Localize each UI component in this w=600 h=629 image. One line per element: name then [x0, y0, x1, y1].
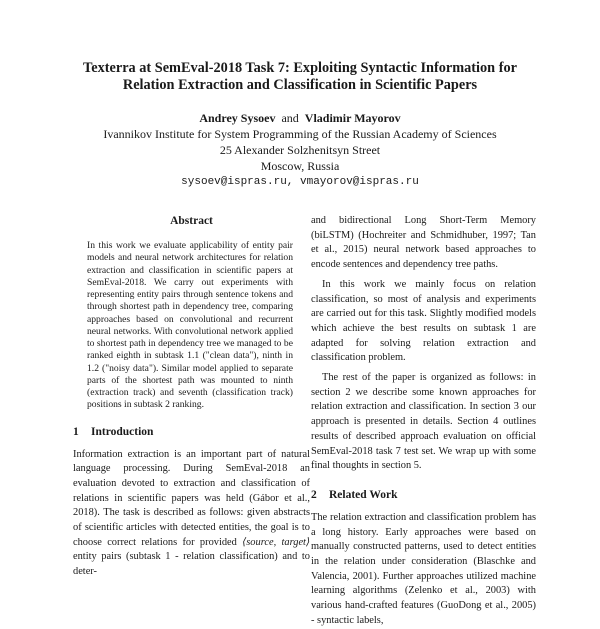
section-number: 2 — [311, 488, 317, 501]
focus-paragraph: In this work we mainly focus on relation classification, so most of analysis and experiments are carried out for this task. Slightly modified models which achieve the best results on subtask 1 are adapted for solving relation extraction and classification problem. — [311, 278, 536, 364]
intro-text-part-2: entity pairs (subtask 1 - relation classification) and to deter- — [73, 551, 310, 578]
organization-paragraph: The rest of the paper is organized as follows: in section 2 we describe some known approaches for relation extraction and classification. In section 3 our approach is presented in details. Section 4 outlines results of described approach evaluation on official SemEval-2018 task 7 test set. We wrap up with some final thoughts in section 5. — [311, 372, 536, 472]
intro-text-part-1: Information extraction is an important part of natural language processing. During SemEval-2018 an evaluation devoted to extraction and classification of relations in scientific papers was held (Gábor et al., 2018). The task is described as follows: given abstracts of scientific articles with detected entities, the goal is to choose correct relations for provided — [73, 448, 310, 548]
paper-title — [40, 60, 560, 94]
section-heading-related-work — [311, 488, 536, 502]
right-column — [311, 214, 536, 629]
affiliation: Ivannikov Institute for System Programming of the Russian Academy of Sciences — [103, 127, 497, 141]
section-heading-introduction — [73, 425, 310, 439]
section-number: 1 — [73, 425, 79, 438]
author-block — [40, 110, 560, 190]
title-line-1: Texterra at SemEval-2018 Task 7: Exploiting Syntactic Information for — [83, 60, 517, 76]
city: Moscow, Russia — [260, 159, 340, 173]
title-line-2: Relation Extraction and Classification in Scientific Papers — [122, 77, 478, 93]
left-column — [73, 214, 310, 580]
continued-paragraph: and bidirectional Long Short-Term Memory (biLSTM) (Hochreiter and Schmidhuber, 1997; Tan et al., 2015) neural network based approaches to encode sentences and dependency tree paths. — [311, 215, 536, 271]
author-1: Andrey Sysoev — [199, 111, 276, 125]
author-and: and — [281, 111, 299, 125]
related-work-paragraph: The relation extraction and classification problem has a long history. Early approaches were based on manually constructed patterns, used to detect entities in the relation under consideration (Blaschke and Valencia, 2001). Further approaches utilized machine learning algorithms (Zelenko et al., 2003) with various hand-crafted features (GuoDong et al., 2005) - syntactic labels, — [311, 511, 536, 626]
source-target-math: ⟨source, target⟩ — [242, 536, 310, 548]
street-address: 25 Alexander Solzhenitsyn Street — [219, 143, 381, 157]
section-title: Introduction — [91, 425, 154, 438]
abstract-text: In this work we evaluate applicability of entity pair models and neural network architectures for relation extraction and classification in scientific papers at SemEval-2018. We carry out experiments with representing entity pairs through sentence tokens and through shortest path in dependency tree, comparing approaches based on convolutional and recurrent neural networks. With convolutional network applied to shortest path in dependency tree we managed to be ranked eighth in subtask 1.1 ("clean data"), ninth in 1.2 ("noisy data"). Similar model applied to separate parts of the shortest path was mounted to ninth (extraction track) and seventh (classification track) positions in subtask 2 ranking. — [87, 240, 293, 411]
author-emails: sysoev@ispras.ru, vmayorov@ispras.ru — [181, 176, 419, 188]
author-2: Vladimir Mayorov — [304, 111, 401, 125]
intro-paragraph — [73, 448, 310, 580]
abstract-heading: Abstract — [170, 215, 213, 227]
author-names — [40, 110, 560, 126]
section-title: Related Work — [329, 488, 398, 501]
